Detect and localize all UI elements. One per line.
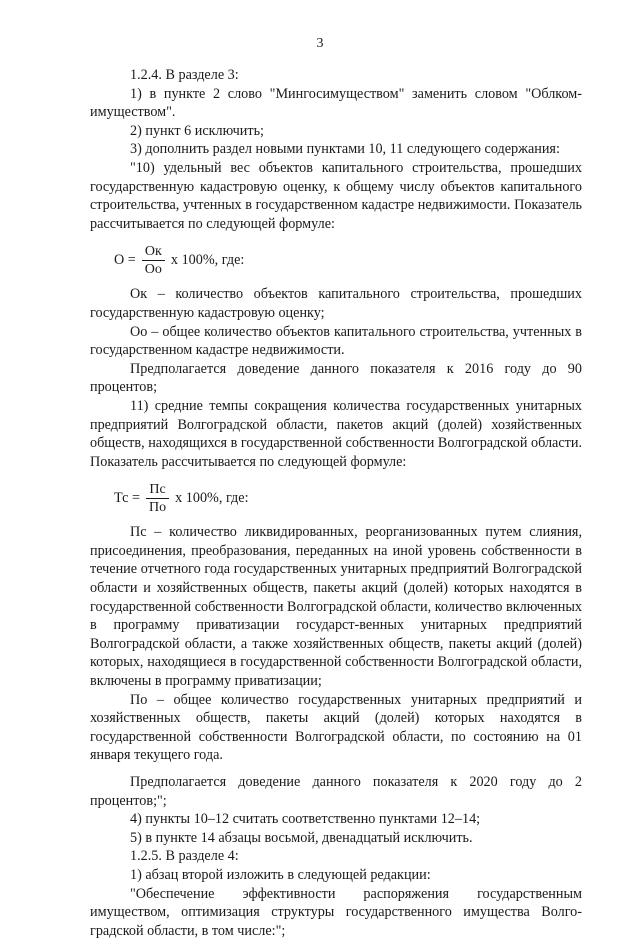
paragraph: Предполагается доведение данного показателя к 2016 году до 90 процентов; [90,360,582,396]
section-heading: 1.2.4. В разделе 3: [130,67,239,83]
spacer [90,765,582,773]
paragraph: 11) средние темпы сокращения количества государственных унитарных предприятий Волгоградской области, пакетов акций (долей) хозяйственных обществ, находящихся в государственной собственности Волгоградской области. Показатель рассчитывается по следующей формуле: [90,397,582,470]
paragraph: Оо – общее количество объектов капитального строительства, учтенных в государственном кадастре недвижимости. [90,323,582,359]
formula-fraction [142,243,165,278]
formula-lhs: Тс = [114,489,140,506]
document-body [90,66,582,940]
formula-numerator: Ок [144,243,162,259]
paragraph: "Обеспечение эффективности распоряжения государственным имуществом, оптимизация структуры государственного имущества Волго-градской области, в том числе:"; [90,885,582,939]
paragraph: 5) в пункте 14 абзацы восьмой, двенадцатый исключить. [130,829,473,846]
formula-lhs: О = [114,252,136,269]
paragraph: 4) пункты 10–12 считать соответственно пунктами 12–14; [130,811,481,828]
formula-denominator: Оо [142,260,165,278]
formula-fraction [146,481,169,516]
formula-rhs: х 100%, где: [175,489,249,506]
formula-tc [90,475,582,521]
paragraph: 3) дополнить раздел новыми пунктами 10, 11 следующего содержания: [130,141,560,158]
paragraph: Пс – количество ликвидированных, реорганизованных путем слияния, присоединения, преобразования, переданных на иной уровень собственности в течение отчетного года государственных унитарных предприятий Волгоградской области и хозяйственных обществ, пакеты акций (долей) которых находятся в государственной собственности Волгоградской области, количество включенных в программу приватизации государст-венных унитарных предприятий Волгоградской области, а также хозяйственных обществ, пакеты акций (долей) которых, находящиеся в государственной собственности Волгоградской области, включены в программу приватизации; [90,524,582,690]
paragraph: Предполагается доведение данного показателя к 2020 году до 2 процентов;"; [90,774,582,809]
paragraph: 1) абзац второй изложить в следующей редакции: [130,866,431,883]
formula-rhs: х 100%, где: [170,252,245,269]
formula-numerator: Пс [149,481,166,497]
paragraph: "10) удельный вес объектов капитального строительства, прошедших государственную кадастровую оценку, к общему числу объектов капитального строительства, учтенных в государственном кадастре недвижимости. Показатель рассчитывается по следующей формуле: [90,159,582,232]
page-number: 3 [316,36,324,51]
formula-o [90,237,582,283]
paragraph: 1) в пункте 2 слово "Мингосимуществом" заменить словом "Облком-имуществом". [90,85,582,121]
paragraph: По – общее количество государственных унитарных предприятий и хозяйственных обществ, пакеты акций (долей) которых находятся в государственной собственности Волгоградской области, по состоянию на 01 января текущего года. [90,691,582,764]
paragraph: 2) пункт 6 исключить; [130,122,264,139]
paragraph: Ок – количество объектов капитального строительства, прошедших государственную кадастровую оценку; [90,286,582,321]
formula-denominator: По [146,498,169,516]
section-heading: 1.2.5. В разделе 4: [130,848,239,865]
